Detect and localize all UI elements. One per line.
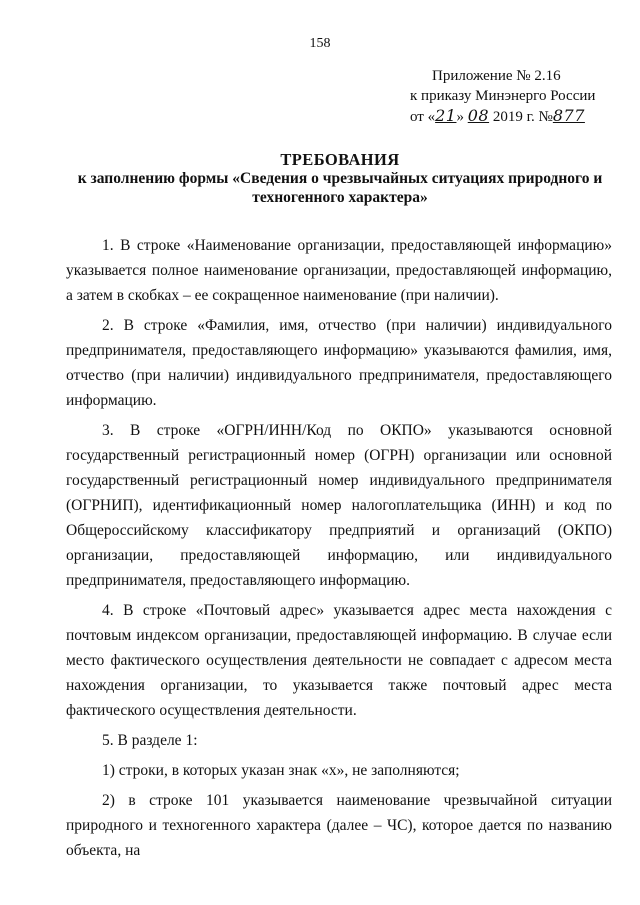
paragraph-5-item-2: 2) в строке 101 указывается наименование чрезвычайной ситуации природного и техногенного характера (далее – ЧС), которое дается по названию объекта, на (66, 792, 612, 859)
title-subheading: к заполнению формы «Сведения о чрезвычайных ситуациях природного и техногенного характера» (77, 170, 603, 206)
date-year: 2019 г. № (492, 109, 553, 125)
paragraph-5-item-1: 1) строки, в которых указан знак «х», не заполняются; (102, 762, 460, 779)
appendix-date-line (380, 106, 620, 127)
date-prefix: от « (410, 109, 436, 125)
paragraph-5: 5. В разделе 1: (102, 732, 198, 749)
paragraph-4: 4. В строке «Почтовый адрес» указывается адрес места нахождения с почтовым индексом организации, предоставляющей информацию. В случае если место фактического осуществления деятельности не совпадает с адресом места нахождения организации, то указывается также почтовый адрес места фактического осуществления деятельности. (66, 602, 612, 719)
paragraph-3: 3. В строке «ОГРН/ИНН/Код по ОКПО» указываются основной государственный регистрационный номер (ОГРН) организации или основной государственный регистрационный номер индивидуального предпринимателя (ОГРНИП), идентификационный номер налогоплательщика (ИНН) и код по Общероссийскому классификатору предприятий и организаций (ОКПО) организации, предоставляющей информацию, или индивидуального предпринимателя, предоставляющего информацию. (66, 422, 612, 589)
appendix-order-reference: к приказу Минэнерго России (410, 88, 596, 104)
date-mid: » (456, 109, 464, 125)
document-title (60, 150, 620, 207)
date-month-handwritten: 08 (467, 106, 490, 125)
paragraph-2: 2. В строке «Фамилия, имя, отчество (при наличии) индивидуального предпринимателя, предоставляющего информацию» указываются фамилия, имя, отчество (при наличии) индивидуального предпринимателя, предоставляющего информацию. (66, 317, 612, 409)
document-body (66, 233, 612, 868)
appendix-title: Приложение № 2.16 (432, 68, 561, 84)
page-number: 158 (309, 36, 331, 51)
paragraph-1: 1. В строке «Наименование организации, предоставляющей информацию» указывается полное наименование организации, предоставляющей информацию, а затем в скобках – ее сокращенное наименование (при наличии). (66, 237, 612, 304)
appendix-header (380, 66, 620, 127)
order-number-handwritten: 877 (552, 106, 585, 125)
title-heading: ТРЕБОВАНИЯ (280, 150, 400, 169)
date-day-handwritten: 21 (435, 106, 457, 125)
